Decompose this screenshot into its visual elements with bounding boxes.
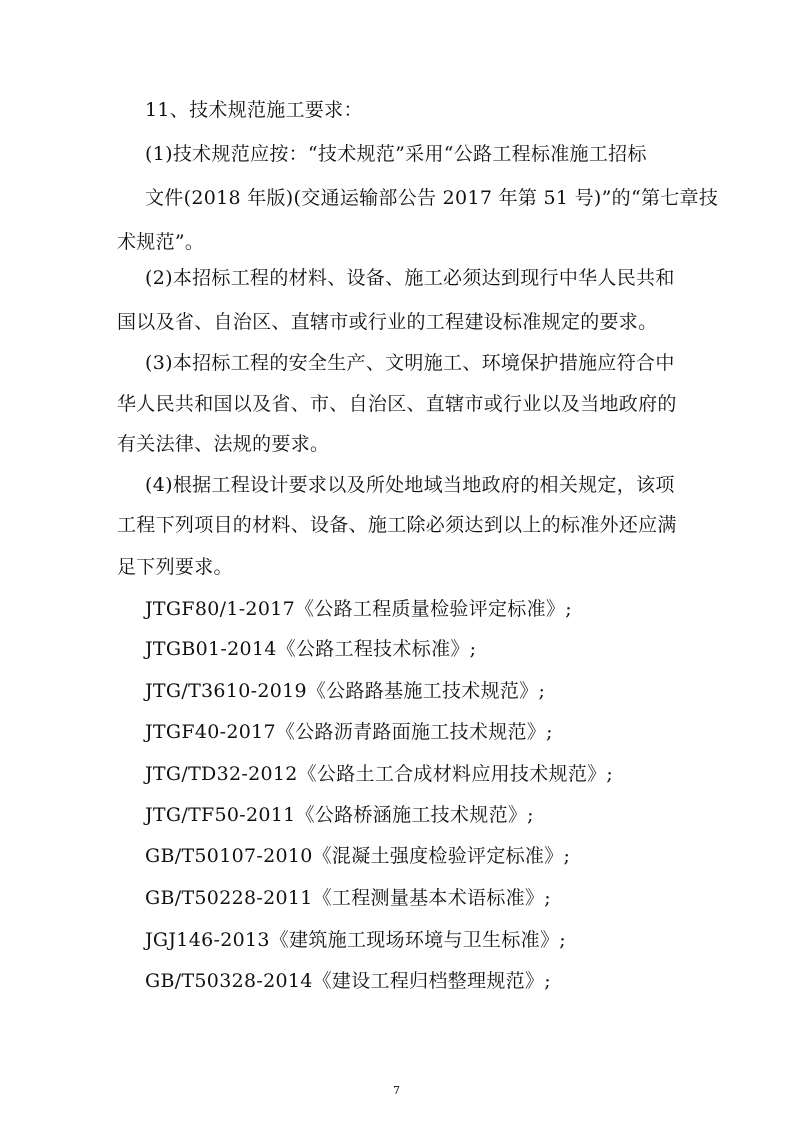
paragraph-1-line-2: 文件(2018 年版)(交通运输部公告 2017 年第 51 号)”的“第七章技 [145, 187, 719, 209]
standard-item: GB/T50107-2010《混凝土强度检验评定标准》; [145, 845, 571, 867]
page-number: 7 [393, 1084, 400, 1097]
standard-item: JTG/TD32-2012《公路土工合成材料应用技术规范》; [145, 763, 614, 785]
paragraph-3-line-2: 华人民共和国以及省、市、自治区、直辖市或行业以及当地政府的 [117, 393, 677, 415]
paragraph-4-line-2: 工程下列项目的材料、设备、施工除必须达到以上的标准外还应满 [117, 514, 677, 536]
standard-item: JTGB01-2014《公路工程技术标准》; [145, 638, 477, 660]
paragraph-3-line-3: 有关法律、法规的要求。 [117, 433, 330, 455]
standard-item: JTGF80/1-2017《公路工程质量检验评定标准》; [145, 598, 572, 620]
standard-item: GB/T50328-2014《建设工程归档整理规范》; [145, 970, 551, 992]
paragraph-4-line-3: 足下列要求。 [117, 556, 233, 578]
paragraph-1-line-3: 术规范”。 [117, 231, 205, 253]
standard-item: JGJ146-2013《建筑施工现场环境与卫生标准》; [145, 929, 566, 951]
standard-item: JTG/TF50-2011《公路桥涵施工技术规范》; [145, 804, 534, 826]
paragraph-2-line-2: 国以及省、自治区、直辖市或行业的工程建设标准规定的要求。 [117, 311, 658, 333]
section-heading: 11、技术规范施工要求： [145, 99, 363, 121]
standard-item: JTG/T3610-2019《公路路基施工技术规范》; [145, 680, 546, 702]
standard-item: JTGF40-2017《公路沥青路面施工技术规范》; [145, 721, 553, 743]
paragraph-2-line-1: (2)本招标工程的材料、设备、施工必须达到现行中华人民共和 [145, 267, 675, 289]
standard-item: GB/T50228-2011《工程测量基本术语标准》; [145, 887, 551, 909]
paragraph-3-line-1: (3)本招标工程的安全生产、文明施工、环境保护措施应符合中 [145, 352, 675, 374]
paragraph-4-line-1: (4)根据工程设计要求以及所处地域当地政府的相关规定，该项 [145, 474, 675, 496]
paragraph-1-line-1: (1)技术规范应按：“技术规范”采用“公路工程标准施工招标 [145, 143, 647, 165]
